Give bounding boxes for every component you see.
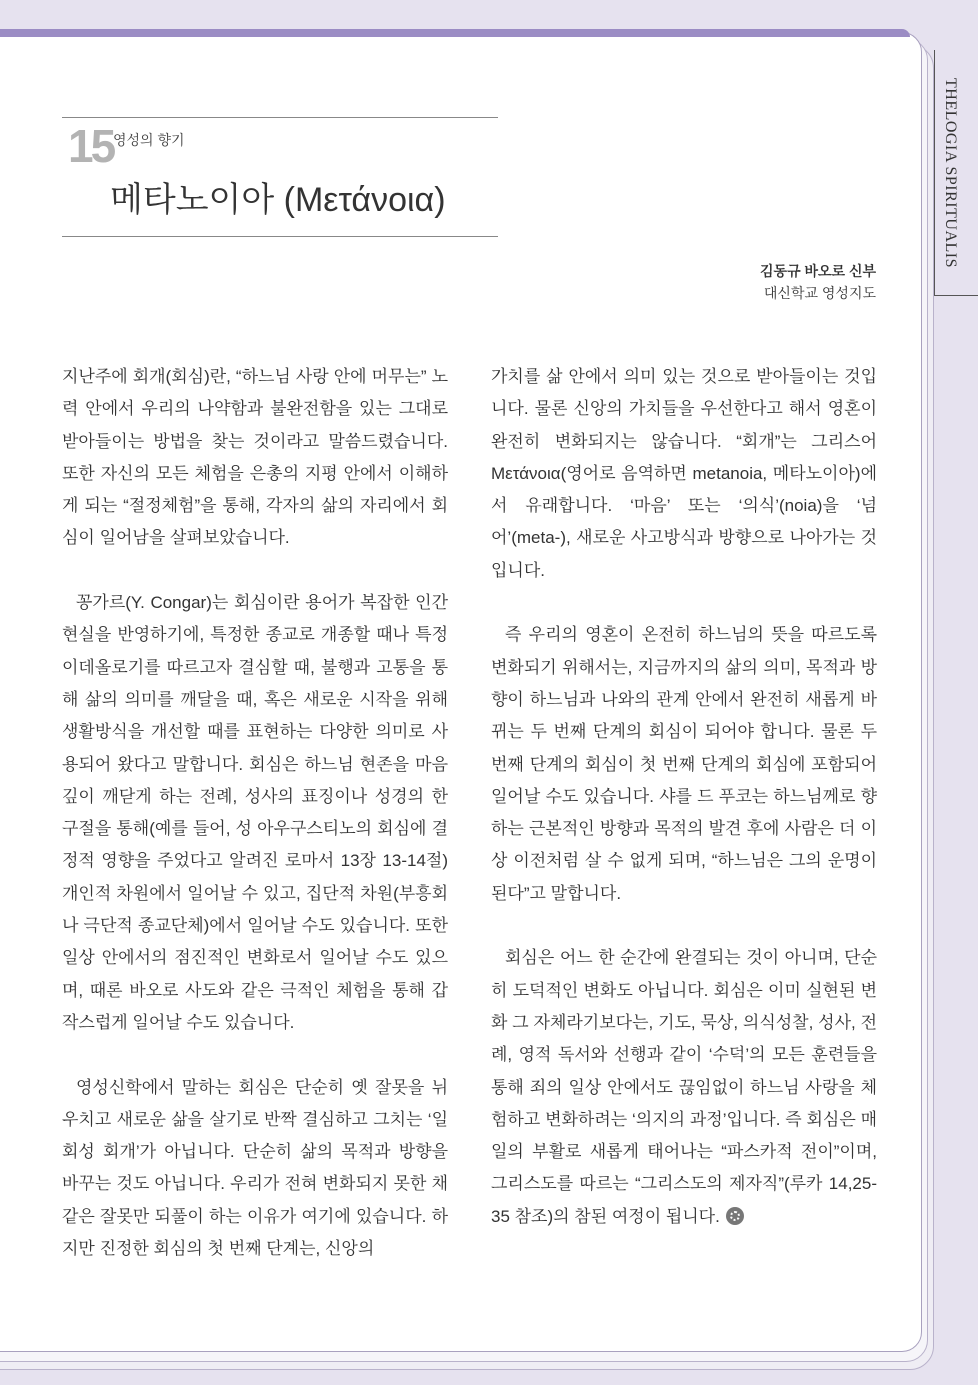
side-rule [934, 50, 935, 295]
page-top-bar [0, 29, 910, 37]
series-title: 영성의 향기 [113, 132, 185, 148]
author-block [760, 260, 876, 304]
paragraph: 꽁가르(Y. Congar)는 회심이란 용어가 복잡한 인간 현실을 반영하기에, 특정한 종교로 개종할 때나 특정 이데올로기를 따르고자 결심할 때, 불행과 고통을 통해 삶의 의미를 깨달을 때, 혹은 새로운 시작을 위해 생활방식을 개선할 때를 표현하는 다양한 의미로 사용되어 왔다고 말합니다. 회심은 하느님 현존을 마음 깊이 깨닫게 하는 전례, 성사의 표징이나 성경의 한 구절을 통해(예를 들어, 성 아우구스티노의 회심에 결정적 영향을 주었다고 알려진 로마서 13장 13-14절) 개인적 차원에서 일어날 수 있고, 집단적 차원(부흥회나 극단적 종교단체)에서 일어날 수도 있습니다. 또한 일상 안에서의 점진적인 변화로서 일어날 수도 있으며, 때론 바오로 사도와 같은 극적인 체험을 통해 갑작스럽게 일어날 수도 있습니다. [62, 593, 448, 1032]
side-rule-horizontal [934, 295, 978, 296]
paragraph-last [491, 942, 877, 1233]
left-column [62, 361, 448, 1298]
paragraph: 가치를 삶 안에서 의미 있는 것으로 받아들이는 것입니다. 물론 신앙의 가치들을 우선한다고 해서 영혼이 완전히 변화되지는 않습니다. “회개”는 그리스어 Μετάνοια(영어로 음역하면 metanoia, 메타노이아)에서 유래합니다. ‘마음’ 또는 ‘의식’(noia)을 ‘넘어’(meta-), 새로운 사고방식과 방향으로 나아가는 것입니다. [491, 367, 877, 580]
paragraph-text: 회심은 어느 한 순간에 완결되는 것이 아니며, 단순히 도덕적인 변화도 아닙니다. 회심은 이미 실현된 변화 그 자체라기보다는, 기도, 묵상, 의식성찰, 성사, 전례, 영적 독서와 선행과 같이 ‘수덕’의 모든 훈련들을 통해 죄의 일상 안에서도 끊임없이 하느님 사랑을 체험하고 변화하려는 ‘의지의 과정’입니다. 즉 회심은 매일의 부활로 새롭게 태어나는 “파스카적 전이”이며, 그리스도를 따르는 “그리스도의 제자직”(루카 14,25-35 참조)의 참된 여정이 됩니다. [491, 948, 877, 1226]
side-label: THELOGIA SPIRITUALIS [942, 78, 959, 268]
right-column [491, 361, 877, 1265]
article-title: 메타노이아 (Μετάνοια) [110, 181, 446, 219]
header-rule-bottom [62, 236, 498, 237]
paragraph: 즉 우리의 영혼이 온전히 하느님의 뜻을 따르도록 변화되기 위해서는, 지금까지의 삶의 의미, 목적과 방향이 하느님과 나와의 관계 안에서 완전히 새롭게 바뀌는 두 번째 단계의 회심이 되어야 합니다. 물론 두 번째 단계의 회심이 첫 번째 단계의 회심에 포함되어 일어날 수도 있습니다. 샤를 드 푸코는 하느님께로 향하는 근본적인 방향과 목적의 발견 후에 사람은 더 이상 이전처럼 살 수 없게 되며, “하느님은 그의 운명이 된다”고 말합니다. [491, 625, 877, 903]
end-mark-icon [726, 1207, 744, 1225]
issue-number: 15 [68, 120, 114, 172]
paragraph: 지난주에 회개(회심)란, “하느님 사랑 안에 머무는” 노력 안에서 우리의 나약함과 불완전함을 있는 그대로 받아들이는 방법을 찾는 것이라고 말씀드렸습니다. 또한 자신의 모든 체험을 은총의 지평 안에서 이해하게 되는 “절정체험”을 통해, 각자의 삶의 자리에서 회심이 일어남을 살펴보았습니다. [62, 367, 448, 548]
header-rule-top [62, 117, 498, 118]
paragraph: 영성신학에서 말하는 회심은 단순히 옛 잘못을 뉘우치고 새로운 삶을 살기로 반짝 결심하고 그치는 ‘일회성 회개’가 아닙니다. 단순히 삶의 목적과 방향을 바꾸는 것도 아닙니다. 우리가 전혀 변화되지 못한 채 같은 잘못만 되풀이 하는 이유가 여기에 있습니다. 하지만 진정한 회심의 첫 번째 단계는, 신앙의 [62, 1077, 448, 1259]
author-name: 김동규 바오로 신부 [760, 263, 876, 279]
author-affiliation: 대신학교 영성지도 [763, 285, 876, 301]
